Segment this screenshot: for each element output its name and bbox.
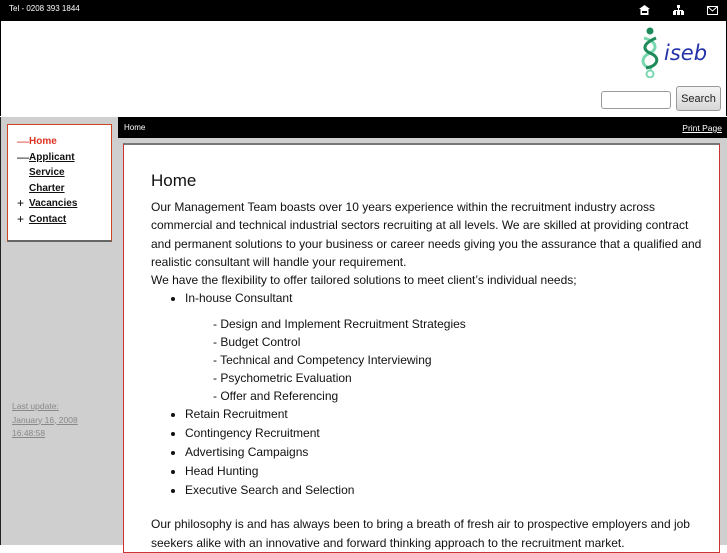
service-item: • Advertising Campaigns: [185, 443, 711, 462]
search-input[interactable]: [601, 91, 671, 109]
last-update-label: Last update:: [12, 401, 59, 411]
sidebar-link-home[interactable]: Home: [29, 136, 57, 147]
philosophy-paragraph: Our philosophy is and has always been to bring a breath of fresh air to prospective employers and job seekers alike with an innovative and forward thinking approach to the recruitment market.: [151, 517, 690, 550]
sidebar-item-service[interactable]: [8, 165, 111, 181]
last-update-time: 16:48:58: [12, 428, 46, 438]
logo-text: iseb: [664, 41, 708, 65]
header: [0, 21, 727, 116]
top-icons: [637, 3, 719, 17]
intro-paragraph: Our Management Team boasts over 10 years experience within the recruitment industry across commercial and technical industrial sectors recruiting at all levels. We are skilled at providing contract and permanent solutions to your business or career needs giving you the assurance that a qualified and realistic consultant will handle your requirement.: [151, 200, 702, 269]
sidebar-link-contact[interactable]: Contact: [29, 213, 67, 225]
sidebar-item-contact[interactable]: [8, 212, 111, 228]
service-item: [185, 289, 711, 405]
service-label: In-house Consultant: [185, 291, 293, 306]
flexibility-paragraph: We have the flexibility to offer tailored solutions to meet client’s individual needs;: [151, 273, 577, 288]
breadcrumb: Home: [124, 123, 146, 132]
sidebar-item-home[interactable]: [8, 134, 111, 150]
service-item: • Executive Search and Selection: [185, 481, 711, 500]
collapse-icon: —: [17, 149, 29, 164]
top-bar: [0, 0, 727, 21]
sidebar-link-vacancies[interactable]: Vacancies: [29, 198, 78, 209]
iseb-logo[interactable]: [638, 26, 720, 78]
service-item: • Head Hunting: [185, 462, 711, 481]
sidebar-link-charter[interactable]: Charter: [29, 182, 65, 194]
service-item: • Contingency Recruitment: [185, 424, 711, 443]
content-panel: [123, 143, 720, 553]
search-button[interactable]: Search: [676, 86, 721, 111]
inhouse-details: [185, 315, 711, 405]
detail-item: - Design and Implement Recruitment Strategies: [213, 317, 466, 332]
service-item: • Retain Recruitment: [185, 405, 711, 424]
nav-box: [7, 124, 112, 242]
page-title: Home: [151, 171, 197, 190]
print-page-link[interactable]: Print Page: [682, 123, 722, 133]
telephone-number: Tel - 0208 393 1844: [9, 4, 80, 13]
last-update-date: January 16, 2008: [12, 414, 78, 425]
content-wrapper: [118, 138, 727, 550]
sidebar-item-charter[interactable]: [8, 181, 111, 197]
sitemap-icon[interactable]: [671, 3, 685, 17]
detail-item: - Budget Control: [213, 335, 301, 350]
sidebar-item-vacancies[interactable]: [8, 196, 111, 212]
expand-icon: +: [17, 211, 25, 226]
detail-item: - Technical and Competency Interviewing: [213, 353, 432, 368]
breadcrumb-bar: [118, 117, 727, 138]
sidebar: [0, 117, 119, 545]
last-update[interactable]: [12, 400, 78, 441]
sidebar-link-service[interactable]: Service: [29, 167, 65, 178]
main-content: [151, 171, 711, 552]
sidebar-item-applicant[interactable]: [8, 150, 111, 166]
sidebar-nav: [8, 134, 111, 227]
mail-icon[interactable]: [705, 3, 719, 17]
detail-item: - Offer and Referencing: [213, 389, 339, 404]
home-icon[interactable]: [637, 3, 651, 17]
services-list: [151, 289, 711, 500]
detail-item: - Psychometric Evaluation: [213, 371, 352, 386]
expand-icon: +: [17, 196, 25, 210]
collapse-icon: —: [17, 134, 29, 148]
sidebar-link-applicant[interactable]: Applicant: [29, 151, 75, 163]
